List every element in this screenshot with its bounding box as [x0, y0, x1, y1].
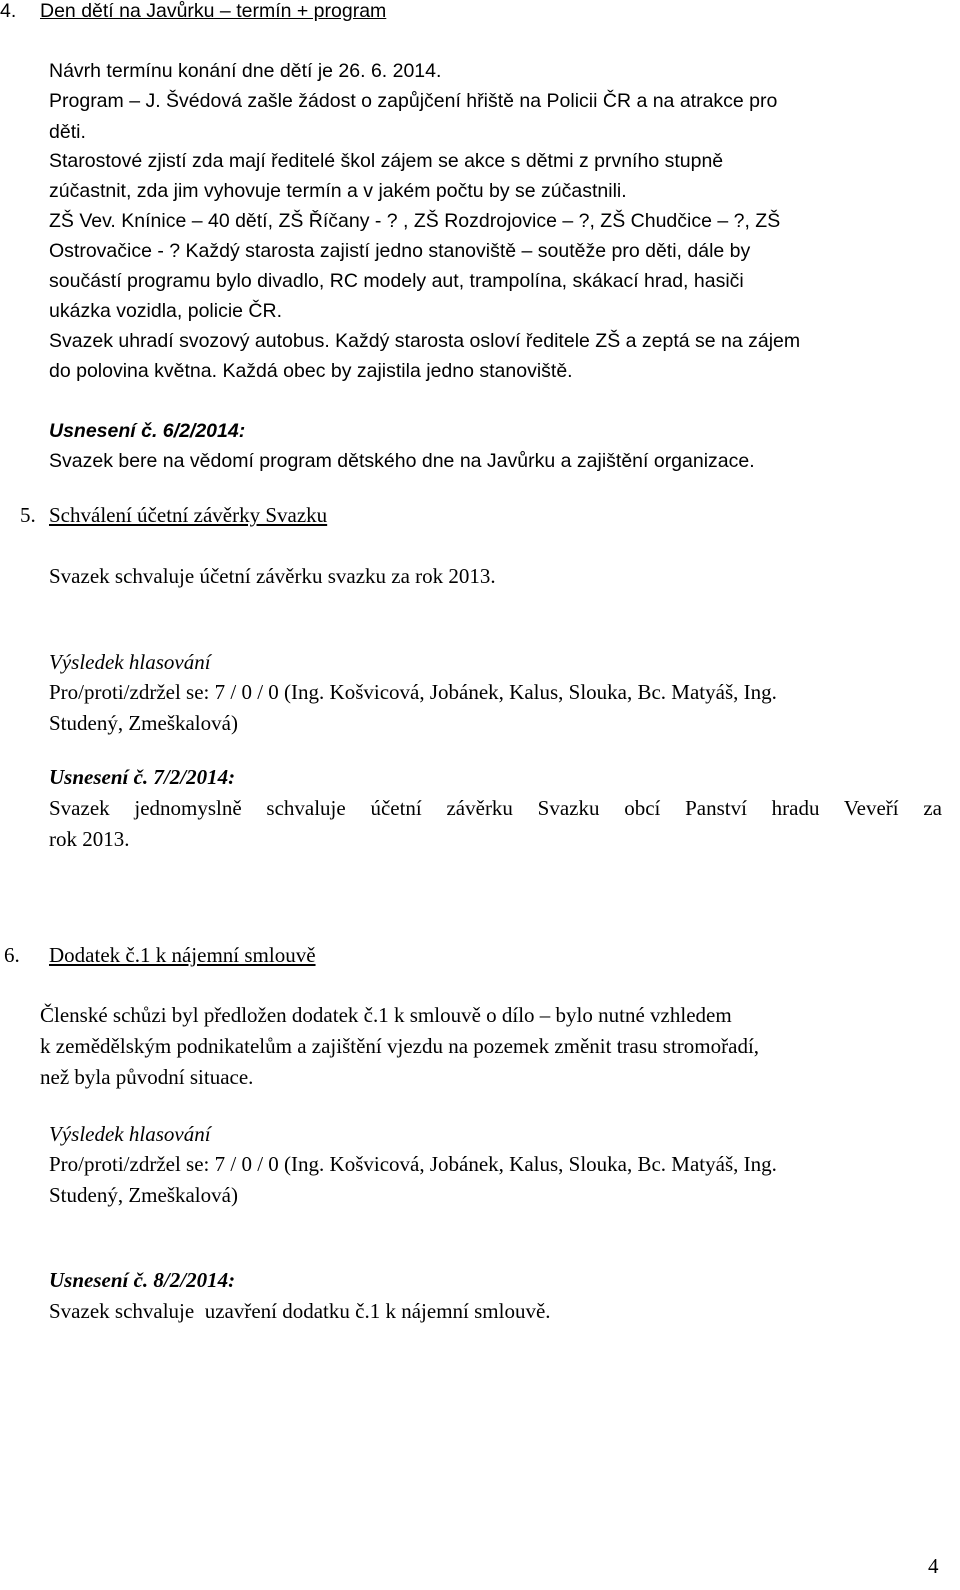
section-4-program-line: Program – J. Švédová zašle žádost o zapůjčení hřiště na Policii ČR a na atrakce pro	[49, 90, 778, 112]
section-5-number: 5.	[20, 503, 36, 527]
section-6-text-line: než byla původní situace.	[40, 1065, 254, 1089]
section-4-text-line: ZŠ Vev. Knínice – 40 dětí, ZŠ Říčany - ? , ZŠ Rozdrojovice – ?, ZŠ Chudčice – ?, ZŠ	[49, 210, 781, 232]
section-5-text: Svazek schvaluje účetní závěrku svazku za rok 2013.	[49, 564, 496, 588]
vote-result-label: Výsledek hlasování	[49, 650, 211, 674]
section-5-heading: Schválení účetní závěrky Svazku	[49, 503, 328, 527]
section-4-number: 4.	[0, 0, 17, 22]
vote-result-line: Studený, Zmeškalová)	[49, 711, 238, 735]
section-4-text-line: zúčastnit, zda jim vyhovuje termín a v jakém počtu by se zúčastnili.	[49, 180, 627, 202]
resolution-7-text: Svazek jednomyslně schvaluje účetní závěrku Svazku obcí Panství hradu Veveří za	[49, 796, 942, 820]
section-4-text-line: součástí programu bylo divadlo, RC modely aut, trampolína, skákací hrad, hasiči	[49, 270, 744, 292]
section-6-text-line: Členské schůzi byl předložen dodatek č.1 k smlouvě o dílo – bylo nutné vzhledem	[40, 1003, 732, 1027]
section-4-program-line-2: děti.	[49, 121, 86, 143]
resolution-8-label: Usnesení č. 8/2/2014:	[49, 1268, 236, 1292]
section-4-text-line: ukázka vozidla, policie ČR.	[49, 300, 283, 322]
section-4-text-line: Starostové zjistí zda mají ředitelé škol zájem se akce s dětmi z prvního stupně	[49, 150, 724, 172]
resolution-7-text-2: rok 2013.	[49, 827, 130, 851]
section-4-text-line: do polovina května. Každá obec by zajistila jedno stanoviště.	[49, 360, 573, 382]
vote-result-label: Výsledek hlasování	[49, 1122, 211, 1146]
vote-result-line: Studený, Zmeškalová)	[49, 1183, 238, 1207]
vote-result-line: Pro/proti/zdržel se: 7 / 0 / 0 (Ing. Košvicová, Jobánek, Kalus, Slouka, Bc. Matyáš, Ing.	[49, 1152, 777, 1176]
section-6-heading: Dodatek č.1 k nájemní smlouvě	[49, 943, 316, 967]
resolution-8-text: Svazek schvaluje uzavření dodatku č.1 k nájemní smlouvě.	[49, 1299, 551, 1323]
page-number: 4	[928, 1554, 939, 1578]
section-4-text-line: Ostrovačice - ? Každý starosta zajistí jedno stanoviště – soutěže pro děti, dále by	[49, 240, 751, 262]
resolution-7-label: Usnesení č. 7/2/2014:	[49, 765, 236, 789]
section-4-text-line: Svazek uhradí svozový autobus. Každý starosta osloví ředitele ZŠ a zeptá se na zájem	[49, 330, 801, 352]
section-4-date-line: Návrh termínu konání dne dětí je 26. 6. 2014.	[49, 60, 442, 82]
resolution-6-text: Svazek bere na vědomí program dětského dne na Javůrku a zajištění organizace.	[49, 450, 755, 472]
section-6-number: 6.	[4, 943, 20, 967]
resolution-6-label: Usnesení č. 6/2/2014:	[49, 420, 246, 442]
section-4-heading: Den dětí na Javůrku – termín + program	[40, 0, 387, 22]
vote-result-line: Pro/proti/zdržel se: 7 / 0 / 0 (Ing. Košvicová, Jobánek, Kalus, Slouka, Bc. Matyáš, Ing.	[49, 680, 777, 704]
section-6-text-line: k zemědělským podnikatelům a zajištění vjezdu na pozemek změnit trasu stromořadí,	[40, 1034, 760, 1058]
